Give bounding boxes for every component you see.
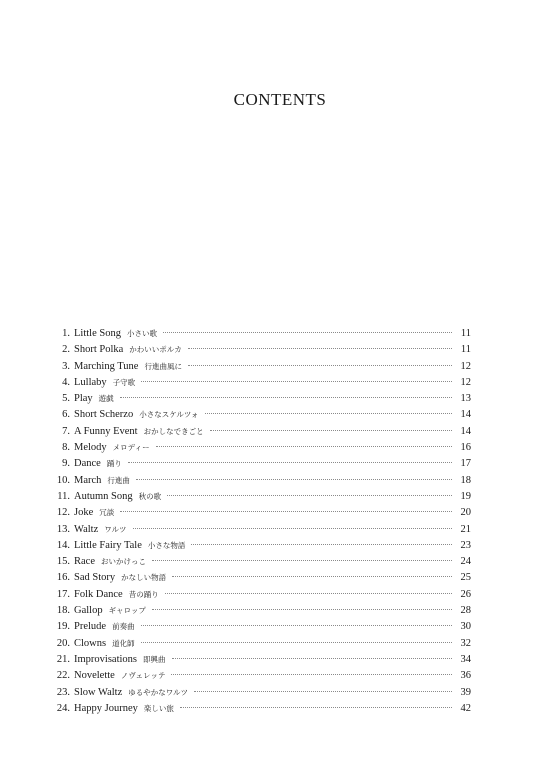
toc-entry-japanese-title: ギャロップ bbox=[108, 606, 146, 616]
toc-entry-title: Slow Waltz bbox=[74, 686, 123, 698]
toc-entry-number: 14. bbox=[56, 539, 70, 551]
toc-entry-japanese-title: 冗談 bbox=[99, 508, 115, 518]
toc-entry-title: Happy Journey bbox=[74, 702, 138, 714]
toc-entry-japanese-title: 小さい歌 bbox=[126, 329, 157, 338]
toc-dot-leader bbox=[210, 430, 452, 431]
toc-entry-number: 16. bbox=[56, 572, 70, 584]
toc-entry-title: Autumn Song bbox=[74, 490, 133, 502]
toc-entry-title: Melody bbox=[74, 442, 107, 454]
toc-entry-number: 11. bbox=[57, 490, 70, 502]
toc-entry-title: Waltz bbox=[74, 523, 99, 535]
toc-dot-leader bbox=[191, 544, 452, 545]
toc-dot-leader bbox=[167, 495, 452, 496]
toc-entry-title: Gallop bbox=[74, 605, 103, 617]
toc-entry bbox=[52, 668, 471, 684]
toc-entry-page-number: 25 bbox=[460, 572, 471, 584]
toc-entry bbox=[52, 685, 471, 701]
toc-entry-japanese-title: かわいいポルカ bbox=[129, 345, 182, 355]
toc-entry-number: 12. bbox=[56, 507, 70, 519]
toc-entry-page-number: 13 bbox=[460, 393, 471, 405]
toc-dot-leader bbox=[165, 593, 452, 594]
toc-entry-number: 23. bbox=[56, 686, 70, 698]
toc-entry-japanese-title: 昔の踊り bbox=[128, 589, 159, 599]
toc-entry-page-number: 14 bbox=[460, 425, 471, 437]
toc-entry-page-number: 21 bbox=[460, 523, 471, 535]
toc-entry-japanese-title: 行進曲風に bbox=[144, 361, 182, 371]
toc-entry-number: 10. bbox=[56, 474, 70, 486]
toc-entry bbox=[52, 522, 471, 538]
toc-entry-title: Clowns bbox=[74, 637, 107, 649]
toc-entry bbox=[52, 554, 471, 570]
toc-dot-leader bbox=[171, 674, 452, 675]
toc-entry-number: 17. bbox=[56, 588, 70, 600]
toc-entry bbox=[52, 652, 471, 668]
toc-entry-japanese-title: 前奏曲 bbox=[112, 622, 135, 632]
toc-entry-page-number: 11 bbox=[460, 328, 471, 339]
toc-entry-page-number: 36 bbox=[460, 670, 471, 682]
toc-entry-japanese-title: ワルツ bbox=[104, 524, 127, 534]
toc-entry-japanese-title: 秋の歌 bbox=[138, 491, 162, 501]
toc-entry-title: Marching Tune bbox=[74, 360, 139, 372]
toc-dot-leader bbox=[156, 446, 452, 447]
toc-entry-number: 21. bbox=[56, 653, 70, 665]
toc-dot-leader bbox=[194, 691, 452, 692]
toc-entry-page-number: 17 bbox=[460, 458, 471, 470]
toc-entry-page-number: 12 bbox=[460, 376, 471, 388]
toc-dot-leader bbox=[120, 511, 452, 512]
toc-entry-number: 9. bbox=[62, 458, 70, 470]
toc-entry-japanese-title: ノヴェレッテ bbox=[120, 671, 166, 681]
page-title: CONTENTS bbox=[233, 90, 327, 109]
toc-entry-title: March bbox=[74, 474, 102, 486]
toc-entry-number: 20. bbox=[56, 637, 70, 649]
toc-dot-leader bbox=[141, 381, 452, 382]
toc-entry-page-number: 16 bbox=[460, 442, 471, 454]
toc-entry-title: Dance bbox=[74, 458, 101, 470]
toc-dot-leader bbox=[141, 642, 452, 643]
toc-dot-leader bbox=[172, 658, 453, 659]
toc-entry-number: 5. bbox=[62, 393, 70, 405]
toc-dot-leader bbox=[180, 707, 452, 708]
toc-entry bbox=[52, 505, 471, 521]
toc-entry-number: 8. bbox=[62, 442, 70, 454]
toc-entry-number: 1. bbox=[62, 328, 70, 339]
toc-entry-japanese-title: 楽しい旅 bbox=[143, 703, 174, 713]
toc-entry-japanese-title: メロディー bbox=[112, 443, 150, 453]
toc-dot-leader bbox=[163, 332, 452, 333]
toc-entry-number: 15. bbox=[56, 556, 70, 568]
toc-entry-number: 18. bbox=[56, 605, 70, 617]
toc-entry bbox=[52, 407, 471, 423]
toc-entry-japanese-title: かなしい物語 bbox=[121, 573, 167, 583]
toc-entry bbox=[52, 570, 471, 586]
toc-entry-japanese-title: ゆるやかなワルツ bbox=[128, 687, 189, 697]
toc-entry-japanese-title: 小さなスケルツォ bbox=[139, 410, 199, 420]
toc-entry-japanese-title: 行進曲 bbox=[107, 475, 130, 485]
toc-entry bbox=[52, 473, 471, 489]
toc-entry-page-number: 39 bbox=[460, 686, 471, 698]
toc-entry bbox=[52, 391, 471, 407]
toc-entry bbox=[52, 538, 471, 554]
toc-entry bbox=[52, 619, 471, 635]
toc-entry-page-number: 24 bbox=[460, 556, 471, 568]
toc-entry-title: Short Polka bbox=[74, 344, 124, 356]
toc-entry bbox=[52, 424, 471, 440]
toc-entry-page-number: 42 bbox=[460, 702, 471, 714]
toc-entry-page-number: 18 bbox=[460, 474, 471, 486]
toc-entry-number: 22. bbox=[56, 670, 70, 682]
toc-entry bbox=[52, 456, 471, 472]
toc-entry-title: Race bbox=[74, 556, 95, 568]
toc-entry-title: Prelude bbox=[74, 621, 107, 633]
toc-entry-page-number: 23 bbox=[460, 539, 471, 551]
toc-dot-leader bbox=[152, 609, 452, 610]
toc-entry-title: Little Song bbox=[74, 328, 121, 339]
toc-entry-page-number: 14 bbox=[460, 409, 471, 421]
toc-entry-number: 7. bbox=[62, 425, 70, 437]
toc-entry-title: Novelette bbox=[74, 670, 115, 682]
toc-dot-leader bbox=[188, 348, 452, 349]
toc-entry-page-number: 32 bbox=[460, 637, 471, 649]
toc-entry-number: 13. bbox=[56, 523, 70, 535]
toc-entry-title: A Funny Event bbox=[74, 425, 138, 437]
toc-entry-title: Folk Dance bbox=[74, 588, 123, 600]
toc-entry-title: Joke bbox=[74, 507, 94, 519]
toc-dot-leader bbox=[188, 365, 452, 366]
toc-dot-leader bbox=[172, 576, 452, 577]
toc-entry bbox=[52, 603, 471, 619]
toc-entry-title: Short Scherzo bbox=[74, 409, 134, 421]
toc-entry-number: 24. bbox=[56, 702, 70, 714]
toc-entry-number: 6. bbox=[62, 409, 70, 421]
table-of-contents bbox=[52, 326, 471, 717]
toc-dot-leader bbox=[152, 560, 452, 561]
toc-entry-page-number: 19 bbox=[460, 490, 471, 502]
toc-entry-title: Improvisations bbox=[74, 653, 137, 665]
toc-dot-leader bbox=[133, 528, 452, 529]
toc-entry-title: Play bbox=[74, 393, 93, 405]
toc-entry bbox=[52, 375, 471, 391]
toc-dot-leader bbox=[205, 413, 452, 414]
toc-entry-page-number: 11 bbox=[460, 344, 471, 356]
toc-entry-page-number: 34 bbox=[460, 653, 471, 665]
toc-entry-japanese-title: 子守歌 bbox=[112, 377, 136, 387]
toc-entry-title: Sad Story bbox=[74, 572, 116, 584]
toc-entry-number: 3. bbox=[62, 360, 70, 372]
toc-entry-japanese-title: 踊り bbox=[106, 459, 122, 469]
toc-entry-title: Lullaby bbox=[74, 376, 107, 388]
toc-entry bbox=[52, 359, 471, 375]
toc-entry-japanese-title: 遊戯 bbox=[98, 394, 114, 404]
toc-dot-leader bbox=[120, 397, 452, 398]
toc-entry-japanese-title: 即興曲 bbox=[143, 654, 166, 664]
toc-entry-number: 19. bbox=[56, 621, 70, 633]
toc-entry-japanese-title: 道化師 bbox=[112, 638, 135, 648]
toc-entry bbox=[52, 440, 471, 456]
toc-entry-japanese-title: おいかけっこ bbox=[101, 557, 146, 567]
toc-entry bbox=[52, 489, 471, 505]
toc-entry-japanese-title: 小さな物語 bbox=[147, 540, 186, 550]
toc-entry-page-number: 28 bbox=[460, 605, 471, 617]
toc-dot-leader bbox=[136, 479, 452, 480]
toc-entry bbox=[52, 701, 471, 717]
toc-entry-page-number: 26 bbox=[460, 588, 471, 600]
toc-entry-page-number: 20 bbox=[460, 507, 471, 519]
toc-dot-leader bbox=[141, 625, 452, 626]
toc-entry bbox=[52, 587, 471, 603]
toc-entry-japanese-title: おかしなできごと bbox=[143, 426, 204, 436]
toc-entry-number: 4. bbox=[62, 376, 70, 388]
toc-entry-page-number: 30 bbox=[460, 621, 471, 633]
toc-entry-page-number: 12 bbox=[460, 360, 471, 372]
toc-dot-leader bbox=[128, 462, 452, 463]
toc-entry bbox=[52, 326, 471, 342]
toc-entry bbox=[52, 342, 471, 358]
toc-entry-title: Little Fairy Tale bbox=[74, 539, 142, 551]
toc-entry bbox=[52, 636, 471, 652]
toc-entry-number: 2. bbox=[62, 344, 70, 356]
